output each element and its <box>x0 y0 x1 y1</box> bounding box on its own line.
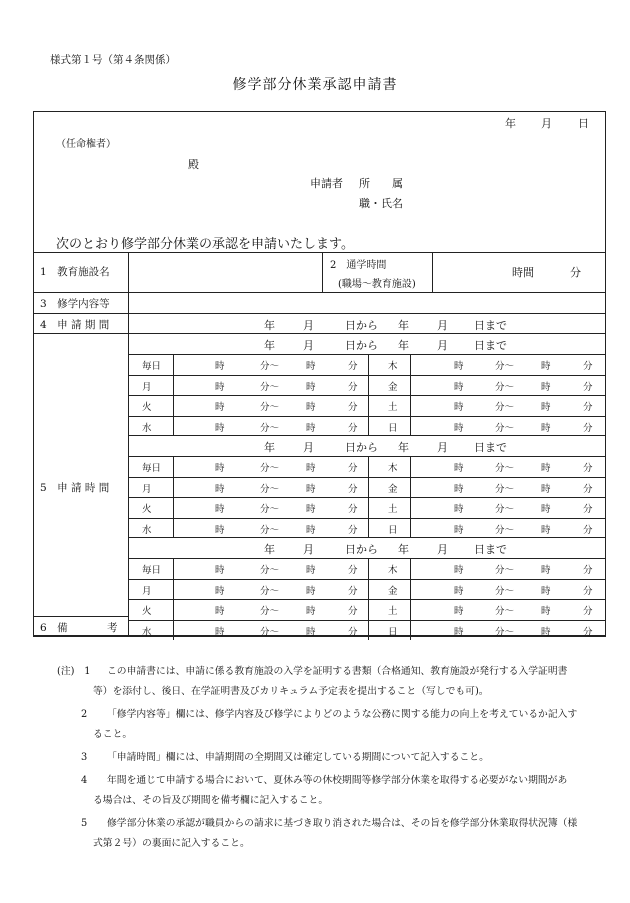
schedule-range-2-4[interactable]: 月 <box>437 543 448 556</box>
date-month[interactable]: 月 <box>541 117 552 130</box>
time-left-2-2-0[interactable]: 時 <box>215 606 225 617</box>
appointer-label: （任命権者） <box>56 139 116 150</box>
time-right-1-1-2[interactable]: 時 <box>541 483 551 495</box>
day-right-1-2: 土 <box>388 504 398 515</box>
note-number-3: 3 <box>81 752 88 763</box>
time-left-1-0-1[interactable]: 分～ <box>260 463 280 474</box>
time-left-1-2-2[interactable]: 時 <box>306 504 316 515</box>
time-right-0-1-0[interactable]: 時 <box>454 381 464 393</box>
time-left-0-0-0[interactable]: 時 <box>215 361 225 372</box>
grid-line <box>128 477 606 478</box>
time-left-1-1-1[interactable]: 分～ <box>260 483 280 495</box>
note-line-4-1: る場合は、その旨及び期間を備考欄に記入すること。 <box>93 795 329 806</box>
day-left-2-2: 火 <box>142 606 152 617</box>
day-left-2-0: 毎日 <box>142 565 162 576</box>
commute-minutes[interactable]: 分 <box>570 266 581 279</box>
schedule-range-1-5[interactable]: 日まで <box>474 441 507 454</box>
time-left-1-3-0[interactable]: 時 <box>215 524 225 536</box>
grid-line <box>128 599 606 600</box>
time-left-0-3-1[interactable]: 分～ <box>260 422 280 434</box>
time-right-0-0-2[interactable]: 時 <box>541 361 551 372</box>
time-left-0-3-0[interactable]: 時 <box>215 422 225 434</box>
schedule-range-0-1[interactable]: 月 <box>303 339 314 352</box>
grid-line <box>410 558 411 640</box>
time-left-0-2-1[interactable]: 分～ <box>260 402 280 413</box>
grid-line <box>128 620 606 621</box>
time-left-0-3-2[interactable]: 時 <box>306 422 316 434</box>
time-left-0-0-1[interactable]: 分～ <box>260 361 280 372</box>
time-left-2-3-2[interactable]: 時 <box>306 626 316 638</box>
time-left-1-2-1[interactable]: 分～ <box>260 504 280 515</box>
time-right-1-2-1[interactable]: 分～ <box>495 504 515 515</box>
time-right-1-3-1[interactable]: 分～ <box>495 524 515 536</box>
hours-label: 5 申 請 時 間 <box>40 482 110 494</box>
time-left-0-2-3[interactable]: 分 <box>348 402 358 413</box>
time-left-2-3-3[interactable]: 分 <box>348 626 358 638</box>
grid-line <box>410 456 411 538</box>
remarks-label: 6 備 <box>40 622 68 634</box>
time-right-0-2-3[interactable]: 分 <box>583 402 593 413</box>
time-left-0-1-2[interactable]: 時 <box>306 381 316 393</box>
time-left-1-1-3[interactable]: 分 <box>348 483 358 495</box>
grid-line <box>128 456 606 457</box>
time-right-0-2-1[interactable]: 分～ <box>495 402 515 413</box>
time-right-1-0-1[interactable]: 分～ <box>495 463 515 474</box>
time-right-2-3-0[interactable]: 時 <box>454 626 464 638</box>
time-left-2-0-3[interactable]: 分 <box>348 565 358 576</box>
time-left-1-3-2[interactable]: 時 <box>306 524 316 536</box>
time-right-2-2-3[interactable]: 分 <box>583 606 593 617</box>
time-right-2-1-3[interactable]: 分 <box>583 585 593 597</box>
period-field-1[interactable]: 月 <box>303 319 314 332</box>
note-number-5: 5 <box>81 818 88 829</box>
time-left-2-2-3[interactable]: 分 <box>348 606 358 617</box>
time-right-0-1-3[interactable]: 分 <box>583 381 593 393</box>
time-right-0-3-2[interactable]: 時 <box>541 422 551 434</box>
form-number: 様式第１号（第４条関係） <box>50 54 176 66</box>
day-left-0-0: 毎日 <box>142 361 162 372</box>
time-right-1-3-2[interactable]: 時 <box>541 524 551 536</box>
time-right-2-2-2[interactable]: 時 <box>541 606 551 617</box>
name-label: 職・氏名 <box>359 197 403 210</box>
schedule-range-0-4[interactable]: 月 <box>437 339 448 352</box>
time-left-2-0-0[interactable]: 時 <box>215 565 225 576</box>
time-left-1-3-3[interactable]: 分 <box>348 524 358 536</box>
time-right-2-0-2[interactable]: 時 <box>541 565 551 576</box>
time-right-1-2-2[interactable]: 時 <box>541 504 551 515</box>
time-left-2-0-1[interactable]: 分～ <box>260 565 280 576</box>
schedule-range-1-2[interactable]: 日から <box>345 441 378 454</box>
note-number-2: 2 <box>81 709 88 720</box>
day-right-1-3: 日 <box>388 524 398 536</box>
time-right-0-0-1[interactable]: 分～ <box>495 361 515 372</box>
study-content-label: 3 修学内容等 <box>40 298 110 310</box>
grid-line <box>173 456 174 538</box>
grid-line <box>128 416 606 417</box>
time-left-2-3-1[interactable]: 分～ <box>260 626 280 638</box>
time-left-1-2-0[interactable]: 時 <box>215 504 225 515</box>
day-left-2-3: 水 <box>142 626 152 638</box>
grid-line <box>410 354 411 436</box>
day-left-1-1: 月 <box>142 483 152 495</box>
time-right-2-2-1[interactable]: 分～ <box>495 606 515 617</box>
note-number-1: (注) 1 <box>57 666 91 677</box>
time-left-0-2-0[interactable]: 時 <box>215 402 225 413</box>
grid-line <box>128 537 606 538</box>
time-left-2-1-3[interactable]: 分 <box>348 585 358 597</box>
affiliation-label: 所 属 <box>359 177 403 190</box>
day-left-0-1: 月 <box>142 381 152 393</box>
time-left-1-1-2[interactable]: 時 <box>306 483 316 495</box>
time-right-2-1-0[interactable]: 時 <box>454 585 464 597</box>
day-right-2-0: 木 <box>388 565 398 576</box>
commute-hours[interactable]: 時間 <box>512 266 534 279</box>
time-left-0-2-2[interactable]: 時 <box>306 402 316 413</box>
note-line-5-0: 修学部分休業の承認が職員からの請求に基づき取り消された場合は、その旨を修学部分休業取得状況簿（様 <box>107 818 578 829</box>
grid-line <box>128 395 606 396</box>
day-left-1-3: 水 <box>142 524 152 536</box>
time-right-1-3-0[interactable]: 時 <box>454 524 464 536</box>
day-left-0-2: 火 <box>142 402 152 413</box>
time-right-1-0-2[interactable]: 時 <box>541 463 551 474</box>
schedule-range-1-1[interactable]: 月 <box>303 441 314 454</box>
time-left-0-0-2[interactable]: 時 <box>306 361 316 372</box>
time-left-1-0-0[interactable]: 時 <box>215 463 225 474</box>
time-right-2-0-1[interactable]: 分～ <box>495 565 515 576</box>
schedule-range-0-2[interactable]: 日から <box>345 339 378 352</box>
remarks-label-end: 考 <box>107 622 118 634</box>
grid-line <box>128 558 606 559</box>
day-left-2-1: 月 <box>142 585 152 597</box>
note-line-1-1: 等）を添付し、後日、在学証明書及びカリキュラム予定表を提出すること（写しでも可)。 <box>93 686 489 697</box>
time-left-2-1-0[interactable]: 時 <box>215 585 225 597</box>
note-line-2-1: ること。 <box>93 729 133 740</box>
time-right-0-0-0[interactable]: 時 <box>454 361 464 372</box>
period-field-3[interactable]: 年 <box>398 319 409 332</box>
day-right-1-1: 金 <box>388 483 398 495</box>
note-line-4-0: 年間を通じて申請する場合において、夏休み等の休校期間等修学部分休業を取得する必要がない期間があ <box>107 775 568 786</box>
time-right-0-2-2[interactable]: 時 <box>541 402 551 413</box>
note-line-1-0: この申請書には、申請に係る教育施設の入学を証明する書類（合格通知、教育施設が発行する入学証明書 <box>107 666 568 677</box>
note-line-2-0: 「修学内容等」欄には、修学内容及び修学によりどのような公務に関する能力の向上を考えているか記入す <box>107 709 578 720</box>
note-number-4: 4 <box>81 775 88 786</box>
date-year[interactable]: 年 <box>505 117 516 130</box>
schedule-range-2-3[interactable]: 年 <box>398 543 409 556</box>
addressee-suffix: 殿 <box>188 158 199 171</box>
day-left-1-0: 毎日 <box>142 463 162 474</box>
time-right-0-2-0[interactable]: 時 <box>454 402 464 413</box>
time-left-2-2-1[interactable]: 分～ <box>260 606 280 617</box>
time-right-2-2-0[interactable]: 時 <box>454 606 464 617</box>
time-left-1-1-0[interactable]: 時 <box>215 483 225 495</box>
period-label: 4 申 請 期 間 <box>40 319 110 331</box>
time-left-2-2-2[interactable]: 時 <box>306 606 316 617</box>
statement: 次のとおり修学部分休業の承認を申請いたします。 <box>56 237 354 252</box>
grid-line <box>128 375 606 376</box>
time-left-1-3-1[interactable]: 分～ <box>260 524 280 536</box>
day-right-0-1: 金 <box>388 381 398 393</box>
period-field-0[interactable]: 年 <box>264 319 275 332</box>
page-title: 修学部分休業承認申請書 <box>232 77 398 93</box>
time-right-1-1-3[interactable]: 分 <box>583 483 593 495</box>
time-right-1-0-0[interactable]: 時 <box>454 463 464 474</box>
time-right-0-3-3[interactable]: 分 <box>583 422 593 434</box>
grid-line <box>173 558 174 640</box>
grid-line <box>368 456 369 538</box>
commute-label: 2 通学時間 <box>330 260 387 271</box>
date-day[interactable]: 日 <box>578 117 589 130</box>
grid-line <box>128 354 606 355</box>
grid-line <box>128 579 606 580</box>
day-left-1-2: 火 <box>142 504 152 515</box>
period-field-4[interactable]: 月 <box>437 319 448 332</box>
applicant-label: 申請者 <box>310 177 343 190</box>
time-left-2-1-1[interactable]: 分～ <box>260 585 280 597</box>
time-right-0-3-0[interactable]: 時 <box>454 422 464 434</box>
day-right-2-3: 日 <box>388 626 398 638</box>
schedule-range-2-5[interactable]: 日まで <box>474 543 507 556</box>
schedule-range-2-0[interactable]: 年 <box>264 543 275 556</box>
time-right-0-1-2[interactable]: 時 <box>541 381 551 393</box>
time-right-2-3-1[interactable]: 分～ <box>495 626 515 638</box>
schedule-range-1-4[interactable]: 月 <box>437 441 448 454</box>
time-left-0-0-3[interactable]: 分 <box>348 361 358 372</box>
time-right-1-0-3[interactable]: 分 <box>583 463 593 474</box>
time-right-2-1-2[interactable]: 時 <box>541 585 551 597</box>
time-right-2-3-2[interactable]: 時 <box>541 626 551 638</box>
day-right-0-2: 土 <box>388 402 398 413</box>
note-line-3-0: 「申請時間」欄には、申請期間の全期間又は確定している期間について記入すること。 <box>107 752 489 763</box>
time-right-1-1-1[interactable]: 分～ <box>495 483 515 495</box>
institution-label: 1 教育施設名 <box>40 266 110 278</box>
time-left-1-0-2[interactable]: 時 <box>306 463 316 474</box>
time-right-2-3-3[interactable]: 分 <box>583 626 593 638</box>
time-right-2-0-0[interactable]: 時 <box>454 565 464 576</box>
schedule-range-0-3[interactable]: 年 <box>398 339 409 352</box>
schedule-range-1-3[interactable]: 年 <box>398 441 409 454</box>
time-right-1-3-3[interactable]: 分 <box>583 524 593 536</box>
period-field-5[interactable]: 日まで <box>474 319 507 332</box>
time-left-1-2-3[interactable]: 分 <box>348 504 358 515</box>
note-line-5-1: 式第２号）の裏面に記入すること。 <box>93 838 250 849</box>
commute-sublabel: (職場～教育施設) <box>338 279 416 290</box>
day-right-2-1: 金 <box>388 585 398 597</box>
time-left-2-3-0[interactable]: 時 <box>215 626 225 638</box>
time-left-2-1-2[interactable]: 時 <box>306 585 316 597</box>
time-right-2-0-3[interactable]: 分 <box>583 565 593 576</box>
time-right-0-3-1[interactable]: 分～ <box>495 422 515 434</box>
time-right-0-1-1[interactable]: 分～ <box>495 381 515 393</box>
schedule-range-1-0[interactable]: 年 <box>264 441 275 454</box>
period-field-2[interactable]: 日から <box>345 319 378 332</box>
time-left-0-1-3[interactable]: 分 <box>348 381 358 393</box>
schedule-range-0-5[interactable]: 日まで <box>474 339 507 352</box>
day-right-2-2: 土 <box>388 606 398 617</box>
time-left-0-1-0[interactable]: 時 <box>215 381 225 393</box>
schedule-range-2-2[interactable]: 日から <box>345 543 378 556</box>
day-right-0-0: 木 <box>388 361 398 372</box>
time-right-1-1-0[interactable]: 時 <box>454 483 464 495</box>
day-left-0-3: 水 <box>142 422 152 434</box>
grid-line <box>368 558 369 640</box>
time-right-1-2-0[interactable]: 時 <box>454 504 464 515</box>
grid-line <box>173 354 174 436</box>
day-right-0-3: 日 <box>388 422 398 434</box>
grid-line <box>128 518 606 519</box>
time-right-0-0-3[interactable]: 分 <box>583 361 593 372</box>
time-left-0-3-3[interactable]: 分 <box>348 422 358 434</box>
day-right-1-0: 木 <box>388 463 398 474</box>
time-left-2-0-2[interactable]: 時 <box>306 565 316 576</box>
grid-line <box>128 497 606 498</box>
time-left-0-1-1[interactable]: 分～ <box>260 381 280 393</box>
grid-line <box>128 435 606 436</box>
grid-line <box>368 354 369 436</box>
schedule-range-2-1[interactable]: 月 <box>303 543 314 556</box>
time-right-2-1-1[interactable]: 分～ <box>495 585 515 597</box>
time-left-1-0-3[interactable]: 分 <box>348 463 358 474</box>
time-right-1-2-3[interactable]: 分 <box>583 504 593 515</box>
schedule-range-0-0[interactable]: 年 <box>264 339 275 352</box>
